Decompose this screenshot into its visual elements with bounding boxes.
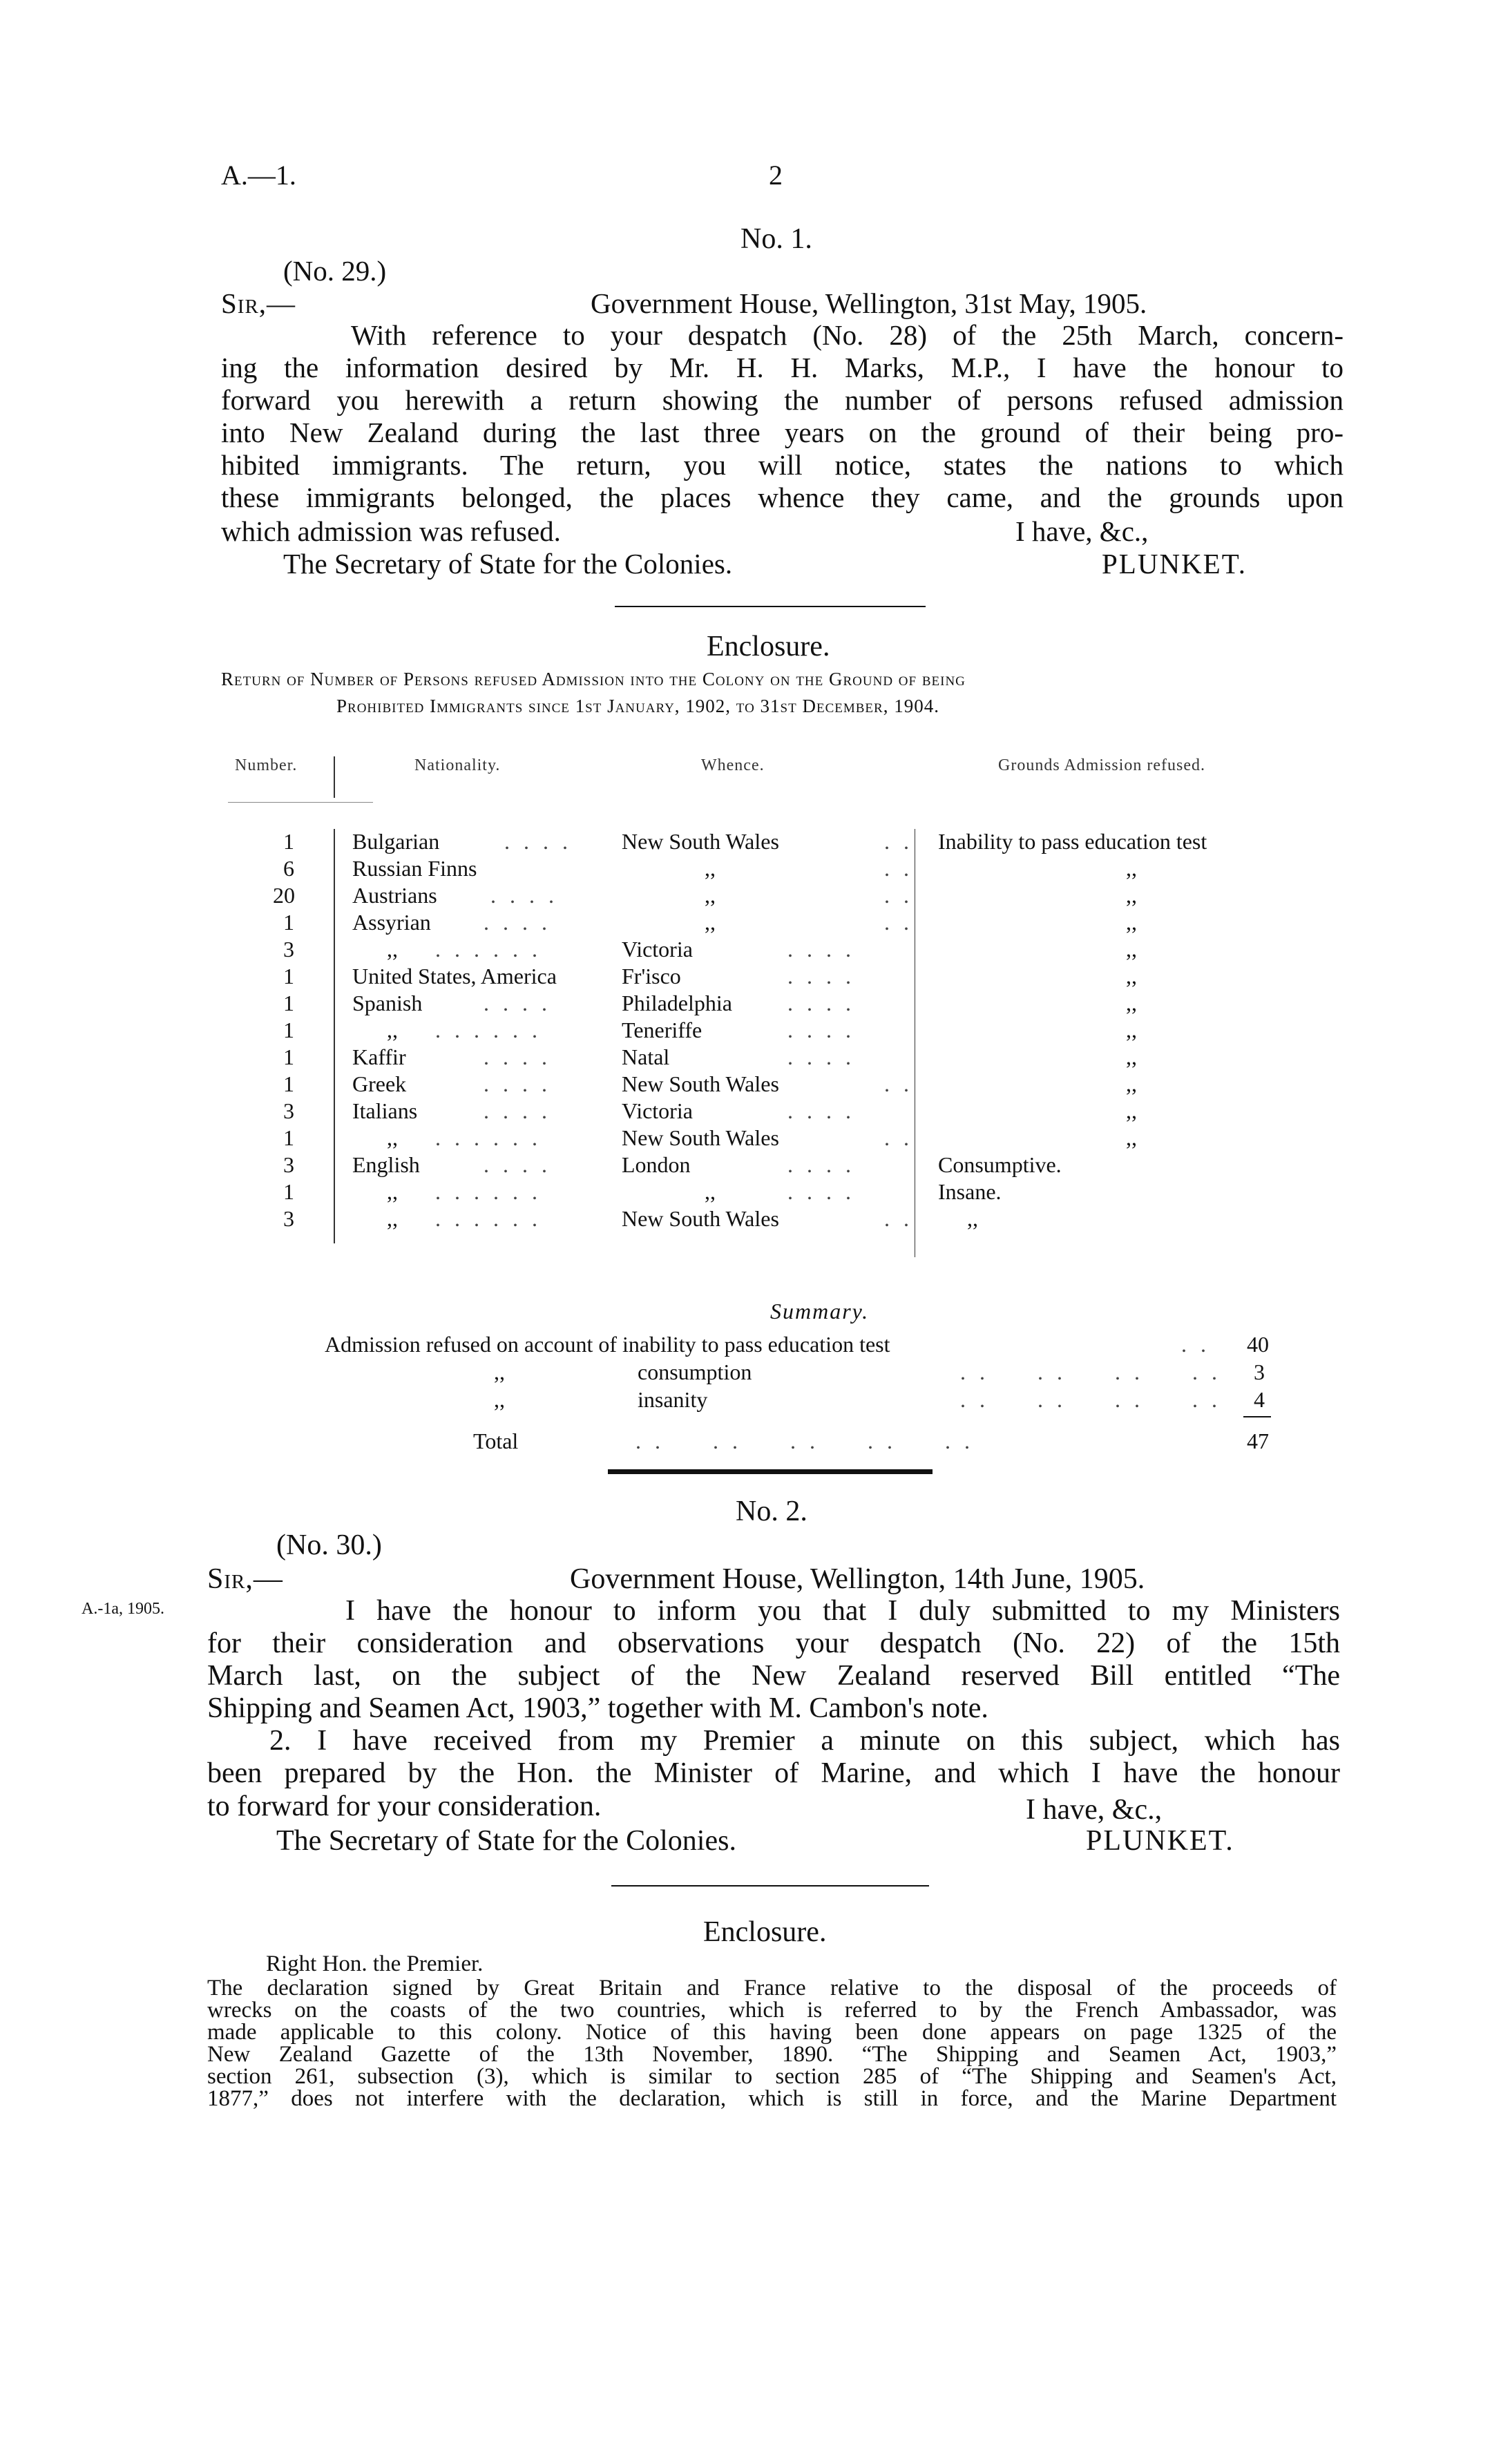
whence-cell: ,,: [705, 856, 716, 881]
table-row: [228, 1071, 1306, 1099]
enclosure2-line: The declaration signed by Great Britain and France relative to the disposal of the proceeds of: [207, 1976, 1337, 2000]
no2-last-line: to forward for your consideration.: [207, 1790, 602, 1822]
whence-cell: Philadelphia: [622, 991, 732, 1015]
enclosure2-line: New Zealand Gazette of the 13th November, 1890. “The Shipping and Seamen Act, 1903,”: [207, 2042, 1337, 2067]
no2-paragraph: [207, 1595, 1340, 1790]
enclosure2-line: section 261, subsection (3), which is similar to section 285 of “The Shipping and Seamen's Act,: [207, 2064, 1337, 2089]
nationality-cell: Italians: [352, 1098, 418, 1123]
no1-line: With reference to your despatch (No. 28) of the 25th March, concern-: [351, 319, 1344, 351]
number-cell: 3: [283, 1152, 294, 1177]
whence-cell: ,,: [705, 883, 716, 908]
nationality-cell: ,,: [387, 1206, 398, 1231]
no2-line: for their consideration and observations your despatch (No. 22) of the 15th: [207, 1627, 1340, 1659]
no2-heading: No. 2.: [736, 1496, 807, 1527]
return-title-line2: Prohibited Immigrants since 1st January, 1902, to 31st December, 1904.: [336, 696, 939, 716]
leader-dots: . .: [884, 1125, 913, 1150]
grounds-cell: ,,: [1126, 883, 1137, 908]
leader-dots: . . . .: [484, 910, 551, 935]
leader-dots: . . . .: [787, 1044, 855, 1069]
enclosure2-line: 1877,” does not interfere with the declaration, which is still in force, and the Marine Department: [207, 2086, 1337, 2111]
leader-dots: . . . .: [484, 991, 551, 1015]
nationality-cell: Bulgarian: [352, 829, 440, 854]
number-cell: 1: [283, 910, 294, 935]
grounds-cell: ,,: [967, 1206, 978, 1231]
grounds-cell: ,,: [1126, 1044, 1137, 1069]
header-rule: [228, 802, 373, 803]
nationality-cell: United States, America: [352, 964, 557, 989]
grounds-cell: Consumptive.: [938, 1152, 1062, 1177]
leader-dots: . . . . . .: [435, 1125, 542, 1150]
grounds-cell: ,,: [1126, 964, 1137, 989]
no1-line: ing the information desired by Mr. H. H. Marks, M.P., I have the honour to: [221, 352, 1344, 383]
leader-dots: . .: [884, 856, 913, 881]
grounds-cell: Insane.: [938, 1179, 1002, 1204]
leader-dots: . . . .: [484, 1152, 551, 1177]
no2-line: 2. I have received from my Premier a minute on this subject, which has: [269, 1725, 1340, 1757]
column-rule: [334, 756, 335, 798]
leader-dots: . .: [884, 1071, 913, 1096]
whence-cell: New South Wales: [622, 829, 779, 854]
whence-cell: New South Wales: [622, 1125, 779, 1150]
table-row: [228, 937, 1306, 964]
whence-cell: Teneriffe: [622, 1018, 702, 1042]
no1-salutation: Sir,—: [221, 287, 296, 319]
number-cell: 3: [283, 1206, 294, 1231]
section-divider: [615, 606, 926, 607]
no2-line: Shipping and Seamen Act, 1903,” together with M. Cambon's note.: [207, 1692, 988, 1724]
table-row: [228, 883, 1306, 910]
whence-cell: Natal: [622, 1044, 670, 1069]
nationality-cell: ,,: [387, 1179, 398, 1204]
page-number: 2: [769, 160, 783, 191]
no2-despatch-number: (No. 30.): [276, 1529, 382, 1561]
table-row: [228, 1044, 1306, 1072]
no1-last-line: which admission was refused.: [221, 515, 561, 547]
leader-dots: . . . .: [787, 1179, 855, 1204]
grounds-cell: ,,: [1126, 1018, 1137, 1042]
nationality-cell: ,,: [387, 1018, 398, 1042]
no1-closing: I have, &c.,: [1015, 515, 1149, 547]
no1-signature: PLUNKET.: [1102, 548, 1247, 580]
number-cell: 1: [283, 1044, 294, 1069]
no1-addressee: The Secretary of State for the Colonies.: [283, 548, 733, 580]
whence-cell: ,,: [705, 910, 716, 935]
no2-salutation: Sir,—: [207, 1563, 283, 1595]
number-cell: 3: [283, 1098, 294, 1123]
no2-addressee: The Secretary of State for the Colonies.: [276, 1825, 736, 1857]
summary-total-row: [325, 1429, 1271, 1456]
number-cell: 1: [283, 964, 294, 989]
leader-dots: . . . .: [504, 829, 572, 854]
nationality-cell: ,,: [387, 1125, 398, 1150]
leader-dots: . . . .: [787, 1098, 855, 1123]
leader-dots: . . . .: [787, 1152, 855, 1177]
leader-dots: . . . .: [490, 883, 558, 908]
no2-address: Government House, Wellington, 14th June, 1905.: [570, 1563, 1145, 1595]
return-title-line1: Return of Number of Persons refused Admission into the Colony on the Ground of being: [221, 669, 966, 689]
grounds-cell: ,,: [1126, 1098, 1137, 1123]
table-row: [228, 856, 1306, 884]
summary-label: ,, insanity: [494, 1387, 708, 1412]
leader-dots: . . . .: [787, 991, 855, 1015]
table-row: [228, 1018, 1306, 1045]
summary-row: [325, 1387, 1271, 1415]
document-reference: A.—1.: [221, 160, 296, 191]
column-header-number: Number.: [235, 756, 298, 774]
whence-cell: London: [622, 1152, 691, 1177]
table-row: [228, 991, 1306, 1018]
no2-signature: PLUNKET.: [1086, 1825, 1234, 1857]
whence-cell: Victoria: [622, 1098, 693, 1123]
number-cell: 1: [283, 1179, 294, 1204]
summary-row: [325, 1359, 1271, 1387]
summary-row: [325, 1332, 1271, 1359]
no1-line: these immigrants belonged, the places whence they came, and the grounds upon: [221, 481, 1344, 513]
table-row: [228, 1098, 1306, 1126]
leader-dots: . . . . . . . .: [960, 1387, 1221, 1412]
whence-cell: New South Wales: [622, 1071, 779, 1096]
no2-line: I have the honour to inform you that I duly submitted to my Ministers: [345, 1595, 1340, 1627]
no2-line: March last, on the subject of the New Zealand reserved Bill entitled “The: [207, 1660, 1340, 1692]
whence-cell: Victoria: [622, 937, 693, 962]
table-row: [228, 1125, 1306, 1153]
summary-sum-rule: [1243, 1416, 1271, 1417]
whence-cell: Fr'isco: [622, 964, 681, 989]
column-header-whence: Whence.: [701, 756, 765, 774]
number-cell: 3: [283, 937, 294, 962]
grounds-cell: ,,: [1126, 1125, 1137, 1150]
number-cell: 1: [283, 1071, 294, 1096]
whence-cell: New South Wales: [622, 1206, 779, 1231]
enclosure2-heading: Enclosure.: [703, 1916, 827, 1948]
grounds-cell: ,,: [1126, 1071, 1137, 1096]
table-row: [228, 829, 1306, 857]
no2-line: been prepared by the Hon. the Minister of Marine, and which I have the honour: [207, 1757, 1340, 1789]
leader-dots: . . . .: [787, 964, 855, 989]
leader-dots: . . . .: [787, 1018, 855, 1042]
leader-dots: . .: [884, 883, 913, 908]
leader-dots: . . . . . . . .: [960, 1359, 1221, 1384]
nationality-cell: Russian Finns: [352, 856, 477, 881]
number-cell: 6: [283, 856, 294, 881]
leader-dots: . . . .: [484, 1098, 551, 1123]
grounds-cell: ,,: [1126, 910, 1137, 935]
nationality-cell: Assyrian: [352, 910, 431, 935]
leader-dots: . .: [884, 910, 913, 935]
enclosure2-paragraph: [207, 1977, 1337, 2110]
number-cell: 1: [283, 829, 294, 854]
summary-value: 40: [1247, 1332, 1269, 1357]
leader-dots: . . . .: [484, 1044, 551, 1069]
table-row: [228, 910, 1306, 937]
no1-line: hibited immigrants. The return, you will notice, states the nations to which: [221, 449, 1344, 481]
no1-despatch-number: (No. 29.): [283, 255, 387, 287]
summary-value: 4: [1254, 1387, 1265, 1412]
table-row: [228, 1179, 1306, 1207]
leader-dots: . .: [884, 829, 913, 854]
table-row: [228, 1152, 1306, 1180]
no1-address: Government House, Wellington, 31st May, 1905.: [591, 287, 1147, 319]
enclosure2-line: made applicable to this colony. Notice of this having been done appears on page 1325 of the: [207, 2020, 1337, 2045]
grounds-cell: ,,: [1126, 856, 1137, 881]
grounds-cell: ,,: [1126, 937, 1137, 962]
table-row: [228, 1206, 1306, 1234]
summary-label: ,, consumption: [494, 1359, 752, 1384]
summary-value: 3: [1254, 1359, 1265, 1384]
nationality-cell: ,,: [387, 937, 398, 962]
table-row: [228, 964, 1306, 991]
number-cell: 1: [283, 991, 294, 1015]
enclosure1-heading: Enclosure.: [707, 631, 830, 662]
column-header-grounds: Grounds Admission refused.: [998, 756, 1205, 774]
leader-dots: . . . . . .: [435, 937, 542, 962]
summary-heading: Summary.: [770, 1299, 870, 1324]
nationality-cell: Greek: [352, 1071, 407, 1096]
no1-line: forward you herewith a return showing the number of persons refused admission: [221, 384, 1344, 416]
whence-cell: ,,: [705, 1179, 716, 1204]
leader-dots: . . . . . . . . . .: [635, 1429, 974, 1453]
leader-dots: . . . . . .: [435, 1179, 542, 1204]
no1-paragraph: [221, 319, 1344, 514]
nationality-cell: Spanish: [352, 991, 423, 1015]
leader-dots: . . . .: [484, 1071, 551, 1096]
grounds-cell: Inability to pass education test: [938, 829, 1207, 854]
nationality-cell: English: [352, 1152, 420, 1177]
leader-dots: . . . .: [787, 937, 855, 962]
leader-dots: . .: [1181, 1332, 1210, 1357]
leader-dots: . . . . . .: [435, 1018, 542, 1042]
enclosure2-line: wrecks on the coasts of the two countries, which is referred to by the French Ambassador, was: [207, 1998, 1337, 2023]
number-cell: 1: [283, 1018, 294, 1042]
leader-dots: . . . . . .: [435, 1206, 542, 1231]
number-cell: 1: [283, 1125, 294, 1150]
leader-dots: . .: [884, 1206, 913, 1231]
summary-label: Admission refused on account of inability to pass education test: [325, 1332, 890, 1357]
grounds-cell: ,,: [1126, 991, 1137, 1015]
nationality-cell: Kaffir: [352, 1044, 406, 1069]
column-header-nationality: Nationality.: [414, 756, 501, 774]
number-cell: 20: [273, 883, 295, 908]
enclosure2-addressee: Right Hon. the Premier.: [266, 1951, 484, 1976]
no2-closing: I have, &c.,: [1026, 1794, 1163, 1826]
no1-heading: No. 1.: [740, 223, 812, 255]
section-divider: [611, 1885, 929, 1887]
total-value: 47: [1247, 1429, 1269, 1453]
no1-line: into New Zealand during the last three years on the ground of their being pro-: [221, 417, 1344, 448]
total-label: Total: [473, 1429, 519, 1453]
thick-divider: [608, 1469, 933, 1474]
nationality-cell: Austrians: [352, 883, 437, 908]
margin-reference: A.-1a, 1905.: [82, 1600, 164, 1618]
